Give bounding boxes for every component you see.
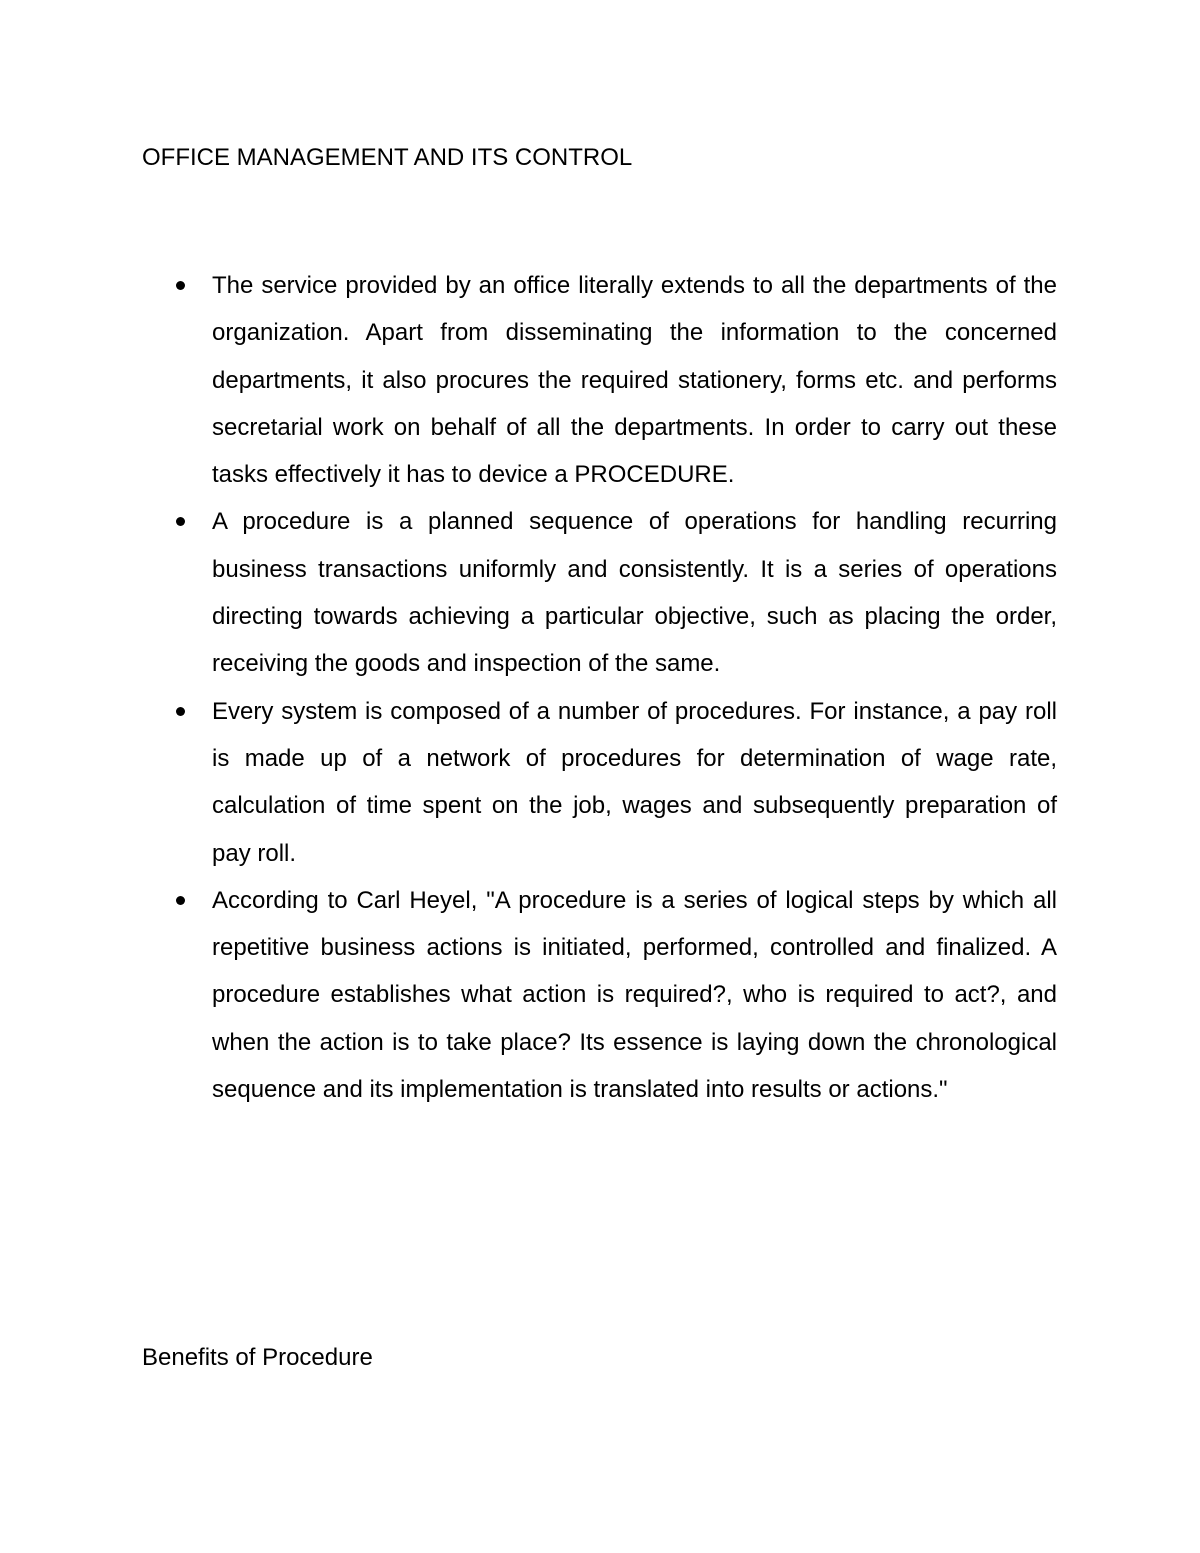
section-heading: Benefits of Procedure xyxy=(142,1344,373,1371)
list-item xyxy=(212,688,1057,877)
list-item xyxy=(212,877,1057,1113)
bullet-text: Every system is composed of a number of procedures. For instance, a pay roll is made up of a network of procedures for determination of wage rate, calculation of time spent on the job, wages and subsequently preparation of pay roll. xyxy=(212,697,1057,867)
bullet-text: According to Carl Heyel, "A procedure is a series of logical steps by which all repetitive business actions is initiated, performed, controlled and finalized. A procedure establishes what action is required?, who is required to act?, and when the action is to take place? Its essence is laying down the chronological sequence and its implementation is translated into results or actions." xyxy=(212,886,1057,1104)
bullet-list xyxy=(212,262,1057,1113)
bullet-icon xyxy=(176,517,185,526)
bullet-text: The service provided by an office literally extends to all the departments of the organization. Apart from disseminating the information to the concerned departments, it also procures the required stationery, forms etc. and performs secretarial work on behalf of all the departments. In order to carry out these tasks effectively it has to device a PROCEDURE. xyxy=(212,272,1057,489)
document-title: OFFICE MANAGEMENT AND ITS CONTROL xyxy=(142,144,633,171)
bullet-icon xyxy=(176,281,185,290)
list-item xyxy=(212,262,1057,498)
bullet-icon xyxy=(176,896,185,905)
list-item xyxy=(212,498,1057,687)
bullet-text: A procedure is a planned sequence of operations for handling recurring business transactions uniformly and consistently. It is a series of operations directing towards achieving a particular objective, such as placing the order, receiving the goods and inspection of the same. xyxy=(212,508,1057,678)
bullet-icon xyxy=(176,707,185,716)
